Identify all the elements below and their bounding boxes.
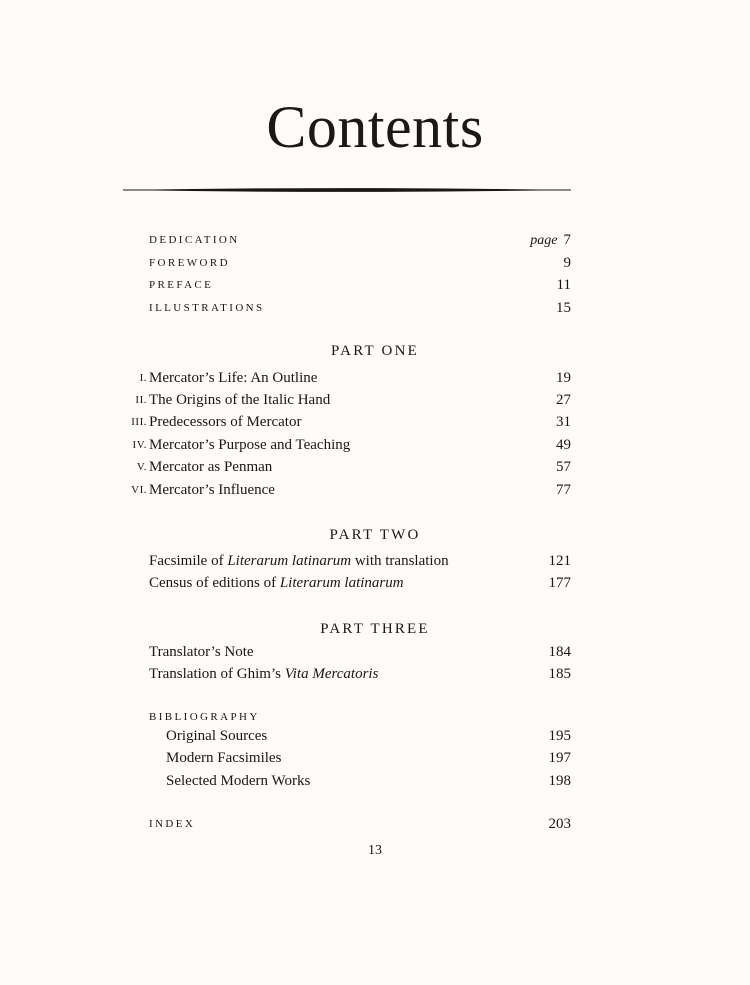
toc-entry-index[interactable] <box>149 813 571 835</box>
page-number: 13 <box>368 843 382 858</box>
toc-page: 49 <box>556 437 571 453</box>
toc-page: 195 <box>548 728 571 744</box>
page-title: Contents <box>266 94 484 160</box>
chapter-numeral: IV. <box>132 439 147 451</box>
chapter-title: Mercator’s Influence <box>149 482 275 498</box>
toc-entry[interactable] <box>149 663 571 685</box>
chapter-title: Mercator’s Purpose and Teaching <box>149 437 351 453</box>
toc-entry-bibliography[interactable] <box>149 725 571 747</box>
toc-page: 121 <box>548 553 571 569</box>
chapter-numeral: V. <box>136 461 147 473</box>
toc-page: 27 <box>556 392 571 408</box>
toc-page: page 7 <box>530 232 571 248</box>
entry-title: Selected Modern Works <box>166 773 311 789</box>
part-one-heading: PART ONE <box>331 343 419 359</box>
toc-entry-preface[interactable] <box>149 274 571 296</box>
chapter-title: Mercator’s Life: An Outline <box>149 370 318 386</box>
part-two-heading: PART TWO <box>329 527 421 543</box>
toc-page: 197 <box>548 750 571 766</box>
toc-label: DEDICATION <box>149 234 240 246</box>
toc-entry-illustrations[interactable] <box>149 297 571 319</box>
toc-entry-dedication[interactable] <box>149 229 571 251</box>
toc-page: 57 <box>556 459 571 475</box>
page-prefix: page <box>530 233 558 248</box>
entry-title: Translator’s Note <box>149 644 254 660</box>
entry-title: Modern Facsimiles <box>166 750 282 766</box>
toc-entry-bibliography[interactable] <box>149 747 571 769</box>
chapter-numeral: VI. <box>131 484 147 496</box>
toc-page: 31 <box>556 414 571 430</box>
toc-entry-foreword[interactable] <box>149 252 571 274</box>
toc-page: 185 <box>548 666 571 682</box>
chapter-numeral: III. <box>131 416 147 428</box>
chapter-numeral: II. <box>135 394 147 406</box>
toc-page: 198 <box>548 773 571 789</box>
toc-entry-chapter[interactable] <box>132 434 571 456</box>
toc-entry-chapter[interactable] <box>131 479 571 501</box>
part-three-heading: PART THREE <box>320 621 430 637</box>
entry-title: Translation of Ghim’s Vita Mercatoris <box>149 666 379 682</box>
toc-entry[interactable] <box>149 641 571 663</box>
toc-entry-chapter[interactable] <box>131 411 571 433</box>
chapter-title: Mercator as Penman <box>149 459 273 475</box>
toc-entry[interactable] <box>149 572 571 594</box>
toc-page: 19 <box>556 370 571 386</box>
toc-label: INDEX <box>149 818 196 830</box>
entry-title: Facsimile of Literarum latinarum with translation <box>149 553 449 569</box>
toc-page: 184 <box>548 644 571 660</box>
chapter-numeral: I. <box>139 372 147 384</box>
entry-title: Original Sources <box>166 728 268 744</box>
toc-entry-bibliography[interactable] <box>149 770 571 792</box>
toc-page: 15 <box>556 300 571 316</box>
chapter-title: The Origins of the Italic Hand <box>149 392 331 408</box>
toc-label: FOREWORD <box>149 257 230 269</box>
toc-label: ILLUSTRATIONS <box>149 302 265 314</box>
toc-entry-chapter[interactable] <box>139 367 571 389</box>
toc-label: BIBLIOGRAPHY <box>149 711 260 723</box>
toc-entry-chapter[interactable] <box>135 389 571 411</box>
toc-page: 11 <box>556 277 571 293</box>
title-rule <box>123 183 571 197</box>
toc-page: 203 <box>548 816 571 832</box>
toc-page: 177 <box>548 575 571 591</box>
toc-page: 77 <box>556 482 571 498</box>
entry-title: Census of editions of Literarum latinarum <box>149 575 404 591</box>
toc-entry-chapter[interactable] <box>136 456 571 478</box>
toc-page: 9 <box>563 255 571 271</box>
toc-label: PREFACE <box>149 279 214 291</box>
chapter-title: Predecessors of Mercator <box>149 414 302 430</box>
toc-entry[interactable] <box>149 550 571 572</box>
